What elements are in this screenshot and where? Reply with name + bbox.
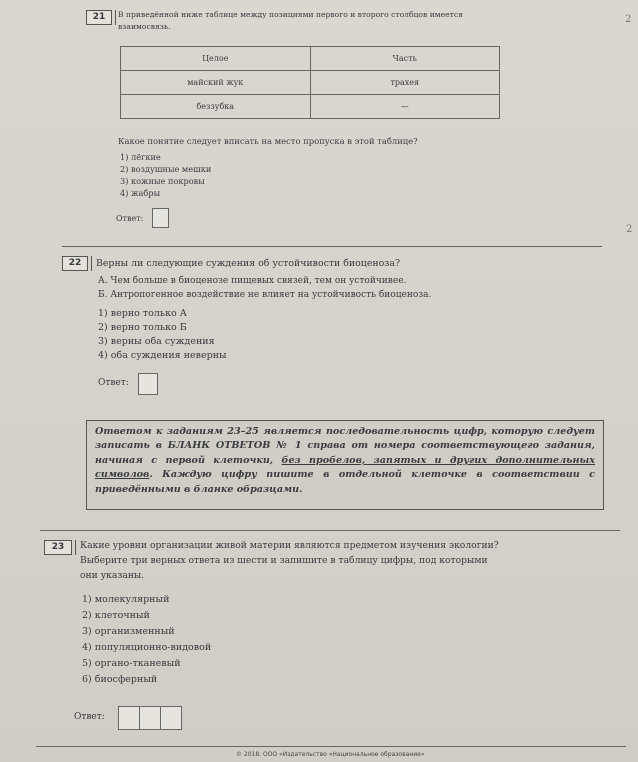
instruction-part1: Ответом к заданиям 23–25 является последовательность цифр, которую следует записать в БЛАНК ОТВЕТОВ № 1 справа от номера соответствующего задания, начиная с первой клеточки, [95, 426, 595, 466]
table-cell: майский жук [121, 71, 311, 95]
q23-answer-label: Ответ: [74, 712, 105, 722]
table-cell: беззубка [121, 95, 311, 119]
q21-text-line2: взаимосвязь. [118, 22, 171, 31]
instruction-part2: . Каждую цифру пишите в отдельной клеточке в соответствии с приведёнными в бланке образцами. [95, 469, 595, 495]
q22-question: Верны ли следующие суждения об устойчивости биоценоза? [96, 258, 400, 269]
q21-table [120, 46, 500, 119]
q21-option-4: 4) жабры [120, 188, 161, 198]
q23-text-line3: они указаны. [80, 570, 145, 581]
table-header-whole: Целое [121, 47, 311, 71]
footer-copyright: © 2018. ООО «Издательство «Национальное образование» [236, 751, 425, 758]
table-cell: трахея [310, 71, 500, 95]
q23-option-3: 3) организменный [82, 626, 175, 637]
task-number-23: 23 [44, 540, 72, 555]
table-header-part: Часть [310, 47, 500, 71]
q23-option-4: 4) популяционно-видовой [82, 642, 212, 653]
q22-answer-label: Ответ: [98, 378, 129, 388]
footer-divider [36, 746, 626, 747]
margin-mark-top: 2 [625, 14, 632, 25]
q21-option-3: 3) кожные покровы [120, 176, 205, 186]
q22-option-2: 2) верно только Б [98, 322, 187, 333]
q21-text-line1: В приведённой ниже таблице между позициями первого и второго столбцов имеется [118, 10, 463, 19]
task-number-22: 22 [62, 256, 88, 271]
q23-answer-cell-2[interactable] [139, 706, 161, 730]
q22-option-1: 1) верно только А [98, 308, 187, 319]
q23-answer-cell-1[interactable] [118, 706, 140, 730]
q22-statement-a: А. Чем больше в биоценозе пищевых связей, тем он устойчивее. [98, 276, 407, 286]
q21-answer-cell[interactable] [152, 208, 169, 228]
q22-option-4: 4) оба суждения неверны [98, 350, 227, 361]
q21-answer-label: Ответ: [116, 214, 144, 223]
task-number-21: 21 [86, 10, 112, 25]
q23-option-5: 5) органо-тканевый [82, 658, 181, 669]
q23-option-1: 1) молекулярный [82, 594, 170, 605]
divider [40, 530, 620, 531]
instruction-box [86, 420, 604, 510]
divider [62, 246, 602, 247]
q22-answer-cell[interactable] [138, 373, 158, 395]
q22-statement-b: Б. Антропогенное воздействие не влияет на устойчивость биоценоза. [98, 290, 432, 300]
instruction-underlined: без пробелов, запятых и других дополнительных символов [95, 454, 595, 481]
q21-option-2: 2) воздушные мешки [120, 164, 212, 174]
margin-mark-mid: 2 [626, 224, 633, 235]
q21-option-1: 1) лёгкие [120, 152, 161, 162]
q23-answer-cell-3[interactable] [160, 706, 182, 730]
q21-question: Какое понятие следует вписать на место пропуска в этой таблице? [118, 136, 418, 146]
q23-option-2: 2) клеточный [82, 610, 150, 621]
q22-option-3: 3) верны оба суждения [98, 336, 215, 347]
q23-option-6: 6) биосферный [82, 674, 158, 685]
q23-text-line2: Выберите три верных ответа из шести и запишите в таблицу цифры, под которыми [80, 555, 488, 566]
table-cell: — [310, 95, 500, 119]
q23-text-line1: Какие уровни организации живой материи являются предметом изучения экологии? [80, 540, 499, 551]
